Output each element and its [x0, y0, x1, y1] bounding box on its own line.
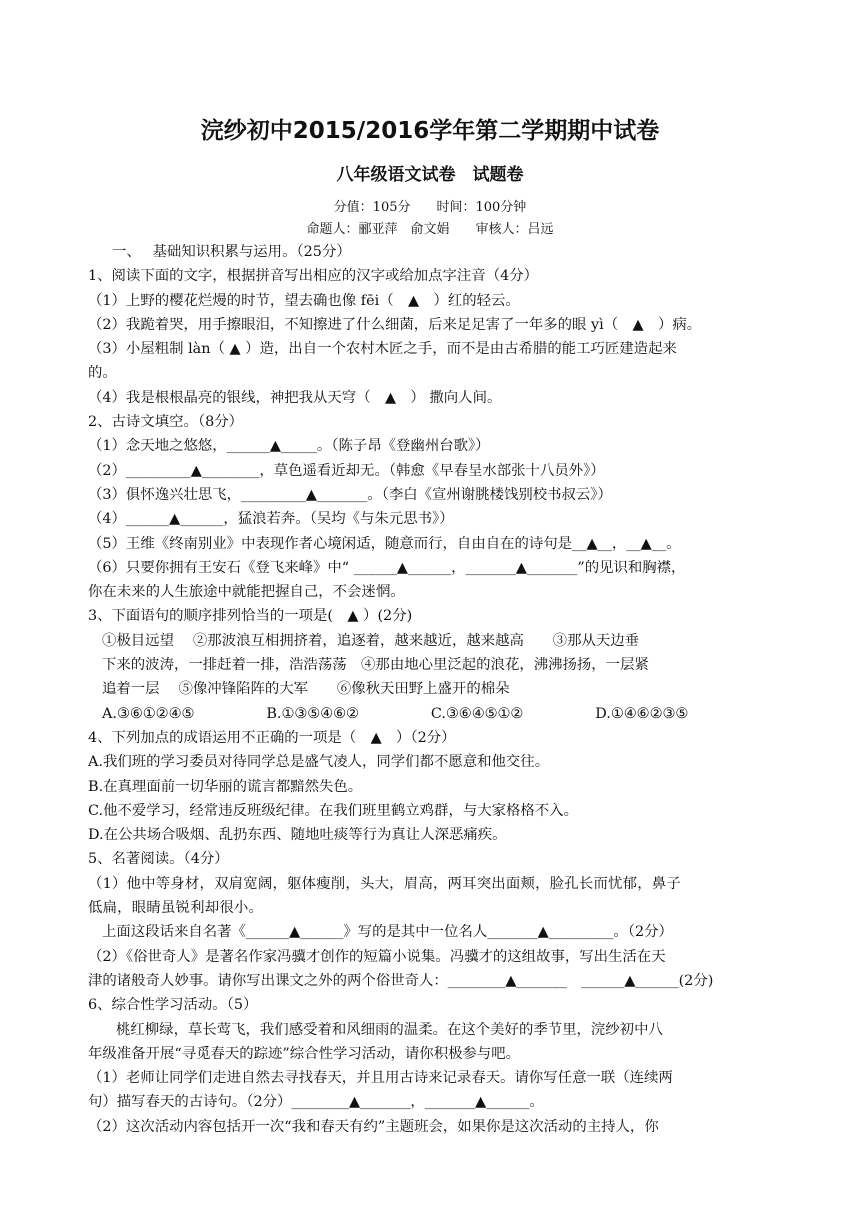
question-4-option-a: A.我们班的学习委员对待同学总是盛气凌人，同学们都不愿意和他交往。	[88, 754, 550, 771]
question-2-item-6: （6）只要你拥有王安石《登飞来峰》中“ ______▲______，_______▲_______”的见识和胸襟，	[88, 559, 686, 576]
section-heading: 一、 基础知识积累与运用。（25分）	[112, 244, 351, 260]
question-1-item-3-cont: 的。	[88, 365, 117, 382]
question-1-item-3: （3）小屋粗制 làn（ ▲ ）造，出自一个农村木匠之手，而不是由古希腊的能工巧匠建造起来	[88, 341, 677, 358]
question-6-item-1-cont: 句）描写春天的古诗句。（2分）________▲_______，_______▲______。	[88, 1094, 544, 1111]
question-4-stem: 4、下列加点的成语运用不正确的一项是（ ▲ ）（2分）	[88, 729, 456, 746]
question-4-option-c: C.他不爱学习，经常违反班级纪律。在我们班里鹤立鸡群，与大家格格不入。	[88, 802, 578, 819]
question-2-item-2: （2）_________▲________，草色遥看近却无。（韩愈《早春呈水部张十八员外》）	[88, 462, 605, 479]
authors-line: 命题人：郦亚萍 俞文娟 审核人：吕远	[306, 222, 554, 237]
question-1-item-4: （4）我是根根晶亮的银线，神把我从天穹（ ▲ ） 撒向人间。	[88, 389, 502, 406]
score-time-line: 分值：105分 时间：100分钟	[333, 200, 527, 215]
question-2-item-6-cont: 你在未来的人生旅途中就能把握自己，不会迷惘。	[88, 584, 405, 601]
question-2-stem: 2、古诗文填空。（8分）	[88, 414, 244, 431]
question-5-item-2: （2）《俗世奇人》是著名作家冯骥才创作的短篇小说集。冯骥才的这组故事，写出生活在天	[88, 948, 666, 965]
exam-subtitle: 八年级语文试卷 试题卷	[336, 165, 524, 185]
question-4-option-d: D.在公共场合吸烟、乱扔东西、随地吐痰等行为真让人深恶痛疾。	[88, 827, 507, 844]
exam-title: 浣纱初中2015/2016学年第二学期期中试卷	[200, 118, 660, 144]
question-3-sentences-1: ①极目远望 ②那波浪互相拥挤着，追逐着，越来越近，越来越高 ③那从天边垂	[102, 632, 640, 649]
question-1-item-2: （2）我跪着哭，用手擦眼泪，不知擦进了什么细菌，后来足足害了一年多的眼 yì（ ▲ ）病。	[88, 316, 702, 333]
question-3-stem: 3、下面语句的顺序排列恰当的一项是( ▲ ）(2分)	[88, 608, 413, 625]
question-1-stem: 1、阅读下面的文字，根据拼音写出相应的汉字或给加点字注音（4分）	[88, 268, 539, 285]
question-6-item-2: （2）这次活动内容包括开一次“我和春天有约”主题班会，如果你是这次活动的主持人，你	[88, 1118, 659, 1135]
question-5-passage-1: （1）他中等身材，双肩宽阔，躯体瘦削，头大，眉高，两耳突出面颊，脸孔长而忧郁，鼻子	[88, 875, 681, 892]
question-5-passage-2: 低扁，眼睛虽锐利却很小。	[88, 900, 264, 917]
question-2-item-4: （4）______▲______，猛浪若奔。（吴均《与朱元思书》）	[88, 511, 454, 528]
question-5-stem: 5、名著阅读。（4分）	[88, 851, 229, 868]
question-5-item-1-prompt: 上面这段话来自名著《______▲______》写的是其中一位名人_______▲_________。（2分）	[102, 924, 673, 941]
question-3-options: A.③⑥①②④⑤ B.①③⑤④⑥② C.③⑥④⑤①② D.①④⑥②③⑤	[102, 705, 689, 722]
question-2-item-5: （5）王维《终南别业》中表现作者心境闲适，随意而行，自由自在的诗句是__▲__，__▲__。	[88, 535, 681, 552]
question-2-item-3: （3）俱怀逸兴壮思飞，_________▲_______。（李白《宣州谢朓楼饯别校书叔云》）	[88, 486, 612, 503]
question-3-sentences-3: 追着一层 ⑤像冲锋陷阵的大军 ⑥像秋天田野上盛开的棉朵	[102, 681, 510, 698]
question-3-sentences-2: 下来的波涛，一排赶着一排，浩浩荡荡 ④那由地心里泛起的浪花，沸沸扬扬，一层紧	[102, 657, 649, 674]
question-6-intro-2: 年级准备开展“寻觅春天的踪迹”综合性学习活动，请你积极参与吧。	[88, 1045, 521, 1062]
question-1-item-1: （1）上野的樱花烂熳的时节，望去确也像 fēi（ ▲ ）红的轻云。	[88, 292, 520, 309]
question-5-item-2-cont: 津的诸般奇人妙事。请你写出课文之外的两个俗世奇人：________▲_______ ______▲______(2分)	[88, 972, 714, 989]
question-4-option-b: B.在真理面前一切华丽的谎言都黯然失色。	[88, 778, 363, 795]
question-6-intro-1: 桃红柳绿，草长莺飞，我们感受着和风细雨的温柔。在这个美好的季节里，浣纱初中八	[116, 1021, 663, 1038]
question-6-stem: 6、综合性学习活动。（5）	[88, 997, 258, 1014]
question-2-item-1: （1）念天地之悠悠，______▲_____。（陈子昂《登幽州台歌》）	[88, 438, 490, 455]
exam-body	[88, 240, 788, 1139]
question-6-item-1: （1）老师让同学们走进自然去寻找春天，并且用古诗来记录春天。请你写任意一联（连续两	[88, 1070, 673, 1087]
